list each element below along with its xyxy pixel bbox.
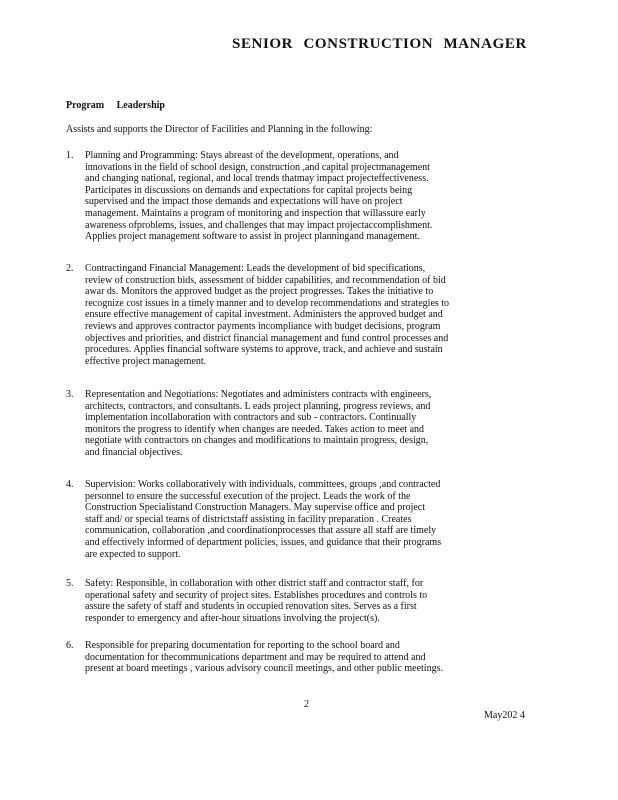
- text-line: awareness ofproblems, issues, and challenges that may impact projectaccomplishment.: [85, 219, 433, 231]
- item-text: [85, 640, 536, 675]
- text-line: Responsible for preparing documentation for reporting to the school board and: [85, 640, 400, 651]
- text-line: Applies project management software to assist in project planningand management.: [85, 231, 420, 243]
- item-number: 4.: [66, 479, 74, 490]
- text-line: architects, contractors, and consultants. L eads project planning, progress reviews, and: [85, 400, 431, 412]
- text-line: Representation and Negotiations: Negotiates and administers contracts with engineers,: [85, 389, 432, 400]
- text-line: monitors the progress to identify when changes are needed. Takes action to meet and: [85, 423, 425, 435]
- item-number: 1.: [66, 150, 74, 161]
- text-line: communication, collaboration ,and coordinationprocesses that assure all staff are timely: [85, 525, 437, 537]
- item-text: [85, 389, 536, 459]
- text-line: objectives and priorities, and district financial management and fund control processes and: [85, 332, 449, 344]
- item-number: 6.: [66, 640, 74, 651]
- intro-text: Assists and supports the Director of Facilities and Planning in the following:: [66, 124, 373, 135]
- text-line: procedures. Applies financial software systems to approve, track, and achieve and sustain: [85, 344, 443, 356]
- text-line: Supervision: Works collaboratively with individuals, committees, groups ,and contracted: [85, 479, 441, 490]
- item-text: [85, 479, 536, 560]
- text-line: Safety: Responsible, in collaboration with other district staff and contractor staff, for: [85, 578, 424, 589]
- text-line: documentation for thecommunications department and may be required to attend and: [85, 651, 426, 663]
- text-line: and changing national, regional, and local trends thatmay impact projecteffectiveness.: [85, 173, 429, 185]
- text-line: present at board meetings , various advisory council meetings, and other public meetings.: [85, 663, 443, 675]
- text-line: operational safety and security of project sites. Establishes procedures and controls to: [85, 589, 428, 601]
- item-text: [85, 263, 536, 367]
- item-number: 3.: [66, 389, 74, 400]
- text-line: Contractingand Financial Management: Leads the development of bid specifications,: [85, 263, 426, 274]
- text-line: awar ds. Monitors the approved budget as the project progresses. Takes the initiative to: [85, 286, 434, 298]
- text-line: reviews and approves contractor payments incompliance with budget decisions, program: [85, 320, 441, 332]
- text-line: are expected to support.: [85, 548, 181, 560]
- text-line: negotiate with contractors on changes and modifications to maintain progress, design,: [85, 435, 429, 447]
- text-line: supervised and the impact those demands and expectations will have on project: [85, 196, 403, 208]
- document-date: May202 4: [484, 710, 525, 721]
- list-item: [66, 578, 536, 624]
- text-line: management. Maintains a program of monitoring and inspection that willassure early: [85, 207, 426, 219]
- list-item: [66, 389, 536, 459]
- text-line: review of construction bids, assessment of bidder capabilities, and recommendation of bid: [85, 274, 446, 286]
- text-line: effective project management.: [85, 355, 207, 367]
- page-number: 2: [304, 699, 309, 710]
- text-line: Construction Specialistand Construction Managers. May supervise office and project: [85, 502, 426, 514]
- text-line: responder to emergency and after-hour situations involving the project(s).: [85, 612, 380, 624]
- text-line: staff and/ or special teams of districtstaff assisting in facility preparation . Creates: [85, 513, 412, 525]
- text-line: innovations in the field of school design, construction ,and capital projectmanagement: [85, 161, 430, 173]
- section-heading: Program Leadership: [66, 100, 165, 111]
- list-item: [66, 150, 536, 243]
- text-line: implementation incollaboration with contractors and sub - contractors. Continually: [85, 412, 417, 424]
- list-item: [66, 640, 536, 675]
- list-item: [66, 479, 536, 560]
- list-item: [66, 263, 536, 367]
- text-line: Planning and Programming: Stays abreast of the development, operations, and: [85, 150, 399, 161]
- item-text: [85, 578, 536, 624]
- text-line: ensure effective management of capital investment. Administers the approved budget and: [85, 309, 443, 321]
- text-line: assure the safety of staff and students in occupied renovation sites. Serves as a first: [85, 601, 417, 613]
- text-line: personnel to ensure the successful execution of the project. Leads the work of the: [85, 490, 411, 502]
- item-number: 2.: [66, 263, 74, 274]
- text-line: recognize cost issues in a timely manner and to develop recommendations and strategies to: [85, 297, 450, 309]
- document-title: SENIOR CONSTRUCTION MANAGER: [232, 36, 527, 52]
- text-line: Participates in discussions on demands and expectations for capital projects being: [85, 184, 413, 196]
- text-line: and effectively informed of department policies, issues, and guidance that their programs: [85, 536, 442, 548]
- text-line: and financial objectives.: [85, 446, 183, 458]
- item-number: 5.: [66, 578, 74, 589]
- item-text: [85, 150, 536, 243]
